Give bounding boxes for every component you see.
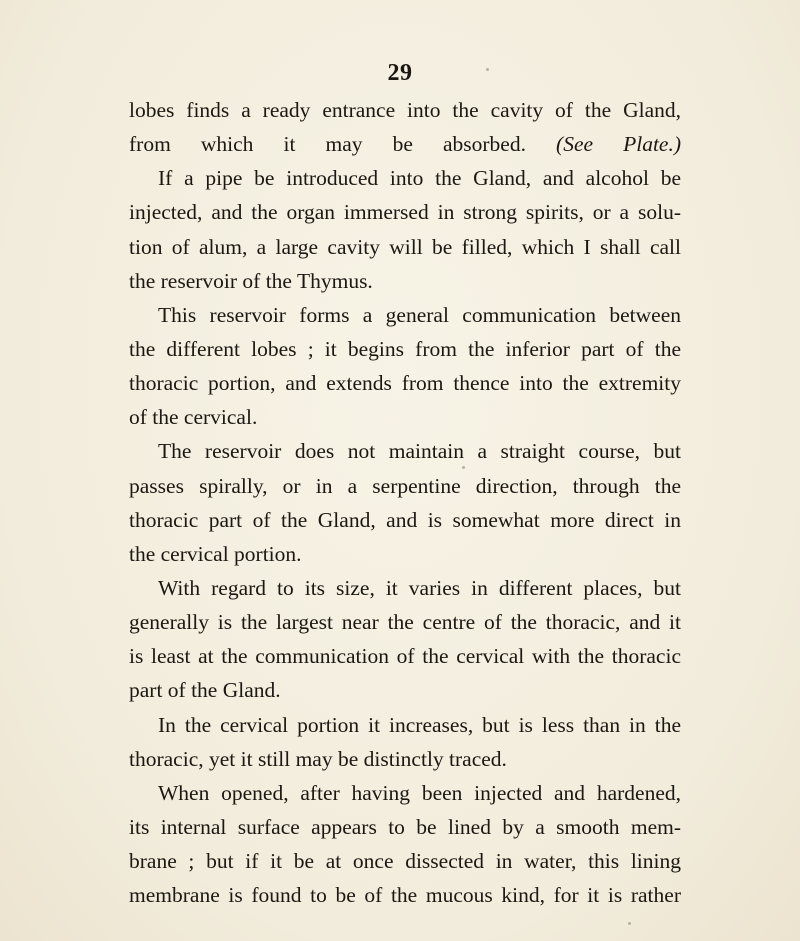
text-line-content: its internal surface appears to be lined by a smooth mem- (129, 814, 681, 839)
paper-speck (628, 922, 631, 925)
text-line-content: The reservoir does not maintain a straight course, but (158, 439, 681, 464)
text-line-content: the cervical portion. (129, 541, 302, 566)
text-line (129, 810, 681, 844)
text-line (129, 844, 681, 878)
text-line-content: lobes finds a ready entrance into the cavity of the Gland, (129, 98, 681, 122)
text-line (129, 230, 681, 264)
text-line-content: passes spirally, or in a serpentine direction, through the (129, 473, 681, 498)
text-line (129, 298, 681, 332)
text-line-content: If a pipe be introduced into the Gland, and alcohol be (158, 166, 681, 191)
text-line (129, 400, 681, 434)
plate-reference: (See Plate.) (556, 132, 682, 157)
page-number: 29 (387, 60, 413, 86)
text-line (129, 878, 681, 912)
text-line (129, 93, 681, 127)
text-line (129, 673, 681, 707)
text-line-content: is least at the communication of the cervical with the thoracic (129, 644, 681, 669)
paper-speck (486, 68, 489, 71)
text-line-content: membrane is found to be of the mucous kind, for it is rather (129, 883, 681, 908)
text-line (129, 639, 681, 673)
text-line (129, 469, 681, 503)
text-line (129, 434, 681, 468)
text-line (129, 605, 681, 639)
paper-speck (462, 466, 465, 469)
text-line (129, 332, 681, 366)
text-line-content: generally is the largest near the centre of the thoracic, and it (129, 610, 681, 635)
text-line-content: the reservoir of the Thymus. (129, 268, 373, 293)
text-line-content: brane ; but if it be at once dissected in water, this lining (129, 849, 681, 874)
text-line-content: the different lobes ; it begins from the inferior part of the (129, 336, 681, 361)
text-line-content: thoracic portion, and extends from thence into the extremity (129, 371, 681, 396)
text-line (129, 537, 681, 571)
text-line (129, 264, 681, 298)
text-line (129, 503, 681, 537)
text-line (129, 776, 681, 810)
text-line (129, 366, 681, 400)
text-line-content: injected, and the organ immersed in strong spirits, or a solu- (129, 200, 681, 225)
text-line-content: of the cervical. (129, 405, 258, 430)
text-line-content: tion of alum, a large cavity will be filled, which I shall call (129, 234, 681, 259)
text-line (129, 571, 681, 605)
text-line-content: When opened, after having been injected and hardened, (158, 780, 681, 805)
text-line-content: With regard to its size, it varies in different places, but (158, 575, 681, 600)
text-line (129, 127, 681, 161)
text-line (129, 708, 681, 742)
text-line (129, 161, 681, 195)
text-line (129, 195, 681, 229)
body-text (129, 93, 681, 912)
text-line-content: thoracic, yet it still may be distinctly traced. (129, 746, 507, 771)
text-line (129, 742, 681, 776)
text-line-content: part of the Gland. (129, 678, 281, 703)
text-line-content: In the cervical portion it increases, but is less than in the (158, 712, 681, 737)
text-line-content: thoracic part of the Gland, and is somewhat more direct in (129, 507, 681, 532)
text-line-content: This reservoir forms a general communication between (158, 302, 681, 327)
text-line-content: from which it may be absorbed. (129, 132, 526, 157)
